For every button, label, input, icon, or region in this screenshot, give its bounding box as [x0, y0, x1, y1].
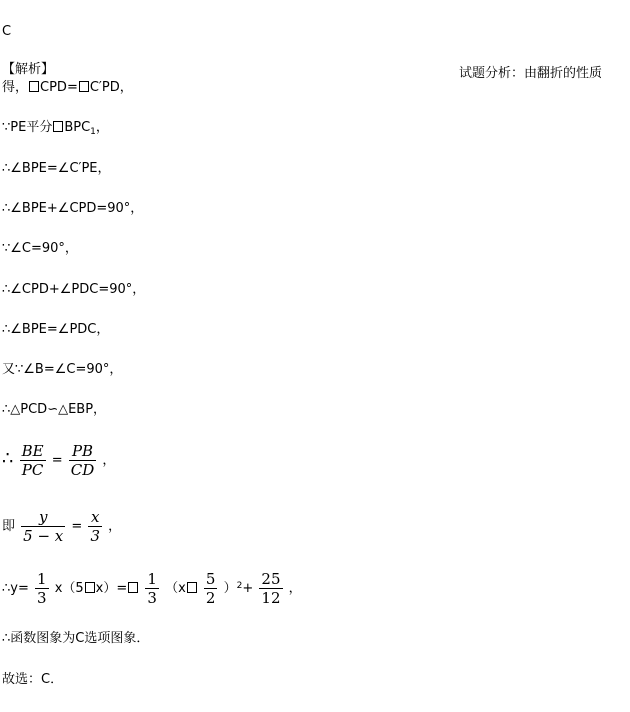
missing-glyph-icon	[187, 582, 197, 593]
namely-prefix: 即	[2, 519, 16, 534]
missing-glyph-icon	[29, 81, 39, 92]
therefore-symbol: ∴	[2, 448, 14, 469]
analysis-intro: 试题分析：由翻折的性质	[459, 66, 603, 81]
equation-substituted	[2, 508, 121, 545]
plus-sign: +	[242, 581, 254, 596]
line-conclusion: ∴函数图象为C选项图象．	[2, 631, 150, 646]
line-1-end: C′PD，	[89, 80, 133, 95]
result-mid-1: x（5	[54, 581, 84, 596]
result-mid-3: （x	[165, 581, 186, 596]
denominator: 3	[37, 589, 47, 607]
denominator: 2	[205, 589, 216, 607]
numerator: BE	[21, 442, 44, 460]
fraction-one-third	[145, 570, 159, 607]
line-1-mid: CPD=	[40, 80, 78, 95]
line-2-pre: ∵PE平分	[2, 120, 53, 135]
line-4: ∴∠BPE+∠CPD=90°，	[2, 201, 144, 216]
answer-letter: C	[2, 24, 12, 39]
comma: ，	[108, 519, 122, 534]
line-choice: 故选：C．	[2, 672, 64, 687]
missing-glyph-icon	[85, 582, 95, 593]
line-8: 又∵∠B=∠C=90°，	[2, 362, 123, 377]
result-prefix: ∴y=	[2, 581, 29, 596]
line-9: ∴△PCD∽△EBP，	[2, 402, 107, 417]
denominator: 3	[90, 527, 100, 545]
numerator: x	[88, 508, 102, 527]
result-mid-2: x）=	[95, 581, 128, 596]
fraction-five-halves	[204, 570, 218, 607]
line-2-angle: BPC	[64, 120, 91, 135]
fraction-pb-cd	[69, 442, 97, 479]
numerator: 1	[147, 570, 157, 588]
line-7: ∴∠BPE=∠PDC，	[2, 322, 110, 337]
comma: ，	[102, 453, 116, 468]
comma: ，	[288, 581, 302, 596]
exponent: 2	[236, 581, 243, 591]
equals-sign: =	[71, 519, 83, 534]
numerator: 1	[37, 570, 47, 588]
denominator: 5 − x	[23, 527, 64, 545]
line-6: ∴∠CPD+∠PDC=90°，	[2, 282, 146, 297]
fraction-x-over-3	[88, 508, 102, 545]
fraction-y-over-5-minus-x	[21, 508, 65, 545]
numerator: 5	[205, 570, 216, 588]
line-2-subscript: 1	[90, 127, 96, 137]
denominator: CD	[70, 461, 95, 479]
missing-glyph-icon	[53, 121, 63, 132]
denominator: 12	[261, 589, 281, 607]
line-1	[2, 80, 133, 96]
denominator: 3	[147, 589, 157, 607]
fraction-25-over-12	[259, 570, 282, 607]
numerator: y	[21, 508, 65, 527]
analysis-label: 【解析】	[2, 62, 55, 77]
missing-glyph-icon	[128, 582, 138, 593]
fraction-one-third	[35, 570, 49, 607]
line-5: ∵∠C=90°，	[2, 241, 78, 256]
line-2	[2, 120, 109, 140]
line-2-end: ，	[95, 120, 109, 135]
equation-result	[2, 570, 302, 607]
missing-glyph-icon	[79, 81, 89, 92]
result-mid-4: ）	[223, 581, 237, 596]
line-3: ∴∠BPE=∠C′PE，	[2, 161, 111, 176]
equals-sign: =	[51, 453, 63, 468]
numerator: 25	[261, 570, 281, 588]
line-1-pre: 得，	[2, 80, 29, 95]
fraction-be-pc	[20, 442, 46, 479]
denominator: PC	[21, 461, 44, 479]
numerator: PB	[69, 442, 97, 461]
equation-ratio	[2, 442, 115, 479]
